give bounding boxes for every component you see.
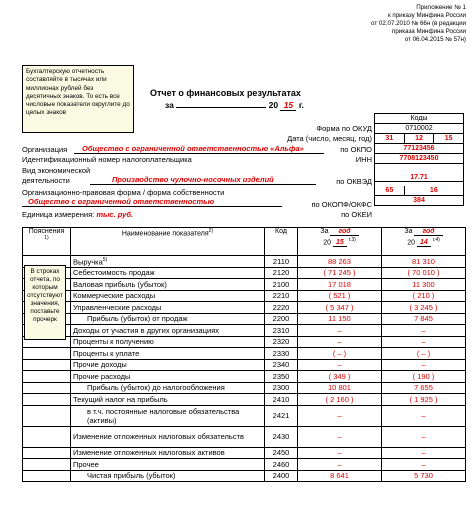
col-code: Код — [265, 228, 298, 256]
table-row — [23, 302, 466, 314]
row-previous-value: – — [382, 447, 466, 459]
row-code: 2220 — [265, 302, 298, 314]
row-code: 2450 — [265, 447, 298, 459]
row-code: 2421 — [265, 405, 298, 426]
row-current-value: 10 801 — [298, 382, 382, 394]
table-row — [23, 394, 466, 406]
legal-form-value: Общество с ограниченной ответственностью — [28, 197, 215, 206]
row-previous-value: ( 70 010 ) — [382, 267, 466, 279]
rounding-note: Бухгалтерскую отчетность составляйте в тысячах или миллионах рублей без десятичных знаков. То есть все числовые показатели округлите до целых знаков — [22, 65, 134, 133]
label-okei: по ОКЕИ — [341, 210, 372, 219]
row-previous-value: ( – ) — [382, 348, 466, 360]
row-current-value: ( 349 ) — [298, 371, 382, 383]
row-notes-cell — [23, 359, 71, 371]
table-row — [23, 348, 466, 360]
appendix-line: к приказу Минфина России — [387, 12, 466, 19]
row-notes-cell — [23, 394, 71, 406]
report-title: Отчет о финансовых результатах — [150, 88, 301, 98]
row-current-value: ( – ) — [298, 348, 382, 360]
unit-value: тыс. руб. — [96, 210, 134, 219]
row-name: Изменение отложенных налоговых обязательств — [71, 426, 265, 447]
label-organization: Организация — [22, 145, 68, 154]
row-current-value: 88 263 — [298, 256, 382, 268]
code-month: 12 — [404, 134, 434, 144]
label-inn: ИНН — [355, 155, 372, 164]
row-notes-cell — [23, 470, 71, 482]
table-row — [23, 459, 466, 471]
row-name: Изменение отложенных налоговых активов — [71, 447, 265, 459]
row-previous-value: ( 3 245 ) — [382, 302, 466, 314]
appendix-line: от 06.04.2015 № 57н) — [404, 36, 466, 43]
row-name: Чистая прибыль (убыток) — [71, 470, 265, 482]
row-name: Выручка$^{5)}$ — [71, 256, 265, 268]
table-row — [23, 313, 466, 325]
appendix-line: приказа Минфина России — [391, 28, 466, 35]
col-previous-year: За год 20 14 $^{г.4)}$ — [382, 228, 466, 256]
label-date: Дата (число, месяц, год) — [287, 134, 372, 143]
table-row — [23, 359, 466, 371]
row-current-value: ( 2 160 ) — [298, 394, 382, 406]
row-code: 2110 — [265, 256, 298, 268]
row-previous-value: – — [382, 359, 466, 371]
row-name: Доходы от участия в других организациях — [71, 325, 265, 337]
period-year: 15 — [280, 100, 296, 111]
row-previous-value: 81 310 — [382, 256, 466, 268]
code-inn: 7708123450 — [375, 154, 464, 164]
row-name: Прибыль (убыток) до налогообложения — [71, 382, 265, 394]
row-name: Управленческие расходы — [71, 302, 265, 314]
row-current-value: ( 71 245 ) — [298, 267, 382, 279]
row-previous-value: ( 190 ) — [382, 371, 466, 383]
label-unit: Единица измерения: тыс. руб. — [22, 210, 134, 219]
row-current-value: – — [298, 426, 382, 447]
row-notes-cell — [23, 459, 71, 471]
row-notes-cell — [23, 348, 71, 360]
code-okei: 384 — [375, 196, 464, 206]
appendix-line: от 02.07.2010 № 66н (в редакции — [371, 20, 466, 27]
row-current-value: – — [298, 325, 382, 337]
appendix-line: Приложение № 1 — [416, 4, 466, 11]
table-row — [23, 256, 466, 268]
row-previous-value: – — [382, 325, 466, 337]
row-code: 2300 — [265, 382, 298, 394]
row-name: Текущий налог на прибыль — [71, 394, 265, 406]
row-name: Проценты к получению — [71, 336, 265, 348]
row-previous-value: – — [382, 405, 466, 426]
row-name: Прибыль (убыток) от продаж — [71, 313, 265, 325]
row-previous-value: – — [382, 459, 466, 471]
code-okpo: 77123456 — [375, 144, 464, 154]
row-code: 2340 — [265, 359, 298, 371]
label-okud: Форма по ОКУД — [316, 124, 372, 133]
row-notes-cell — [23, 447, 71, 459]
row-name: Прочее — [71, 459, 265, 471]
row-current-value: – — [298, 447, 382, 459]
code-day: 31 — [375, 134, 405, 144]
row-name: Прочие доходы — [71, 359, 265, 371]
row-previous-value: – — [382, 336, 466, 348]
row-code: 2400 — [265, 470, 298, 482]
table-row — [23, 279, 466, 291]
code-year: 15 — [434, 134, 464, 144]
col-name: Наименование показателя$^{2)}$ — [71, 228, 265, 256]
row-name: Валовая прибыль (убыток) — [71, 279, 265, 291]
table-row — [23, 470, 466, 482]
row-current-value: – — [298, 459, 382, 471]
row-current-value: ( 521 ) — [298, 290, 382, 302]
row-notes-cell — [23, 371, 71, 383]
row-code: 2120 — [265, 267, 298, 279]
row-previous-value: 7 845 — [382, 313, 466, 325]
codes-header: Коды — [375, 114, 464, 124]
row-previous-value: 5 730 — [382, 470, 466, 482]
code-okfs: 16 — [404, 186, 463, 196]
col-current-year: За год 20 15 $^{г.3)}$ — [298, 228, 382, 256]
table-row — [23, 405, 466, 426]
row-code: 2430 — [265, 426, 298, 447]
table-row — [23, 325, 466, 337]
row-name: Прочие расходы — [71, 371, 265, 383]
label-okved: по ОКВЭД — [336, 177, 372, 186]
label-inn-full: Идентификационный номер налогоплательщика — [22, 155, 192, 164]
row-code: 2310 — [265, 325, 298, 337]
table-row — [23, 382, 466, 394]
table-row — [23, 267, 466, 279]
row-current-value: – — [298, 359, 382, 371]
row-previous-value: 7 655 — [382, 382, 466, 394]
row-current-value: – — [298, 405, 382, 426]
row-previous-value: 11 300 — [382, 279, 466, 291]
label-activity: Вид экономической деятельности — [22, 166, 91, 185]
row-code: 2330 — [265, 348, 298, 360]
row-notes-cell — [23, 382, 71, 394]
code-okopf: 65 — [375, 186, 405, 196]
table-row — [23, 426, 466, 447]
label-okpo: по ОКПО — [340, 145, 372, 154]
row-code: 2210 — [265, 290, 298, 302]
label-legal-form: Организационно-правовая форма / форма собственности — [22, 188, 225, 197]
row-current-value: 11 150 — [298, 313, 382, 325]
row-name: Коммерческие расходы — [71, 290, 265, 302]
codes-table — [374, 113, 464, 206]
appendix-reference — [296, 4, 466, 44]
report-period: за 20 15 г. — [165, 100, 304, 110]
row-current-value: – — [298, 336, 382, 348]
activity-value: Производство чулочно-носочных изделий — [112, 175, 274, 184]
row-current-value: ( 5 347 ) — [298, 302, 382, 314]
row-code: 2350 — [265, 371, 298, 383]
row-code: 2410 — [265, 394, 298, 406]
code-okved: 17.71 — [375, 164, 464, 182]
table-row — [23, 371, 466, 383]
row-current-value: 8 641 — [298, 470, 382, 482]
row-code: 2460 — [265, 459, 298, 471]
table-row — [23, 447, 466, 459]
table-header-row — [23, 228, 466, 256]
row-current-value: 17 018 — [298, 279, 382, 291]
row-name: в т.ч. постоянные налоговые обязательства (активы) — [71, 405, 265, 426]
table-row — [23, 290, 466, 302]
row-notes-cell — [23, 426, 71, 447]
row-code: 2200 — [265, 313, 298, 325]
col-notes: Пояснения $^{1)}$ — [23, 228, 71, 256]
dash-note: В строках отчета, по которым отсутствуют значения, поставьте прочерк — [24, 265, 66, 340]
row-previous-value: – — [382, 426, 466, 447]
code-okud: 0710002 — [375, 124, 464, 134]
row-name: Себестоимость продаж — [71, 267, 265, 279]
row-previous-value: ( 1 925 ) — [382, 394, 466, 406]
row-notes-cell — [23, 405, 71, 426]
row-name: Проценты к уплате — [71, 348, 265, 360]
organization-name: Общество с ограниченной ответственностью «Альфа» — [82, 144, 304, 153]
financial-results-table — [22, 227, 465, 482]
row-code: 2100 — [265, 279, 298, 291]
row-code: 2320 — [265, 336, 298, 348]
label-okopf: по ОКОПФ/ОКФС — [311, 200, 372, 209]
table-row — [23, 336, 466, 348]
row-previous-value: ( 210 ) — [382, 290, 466, 302]
